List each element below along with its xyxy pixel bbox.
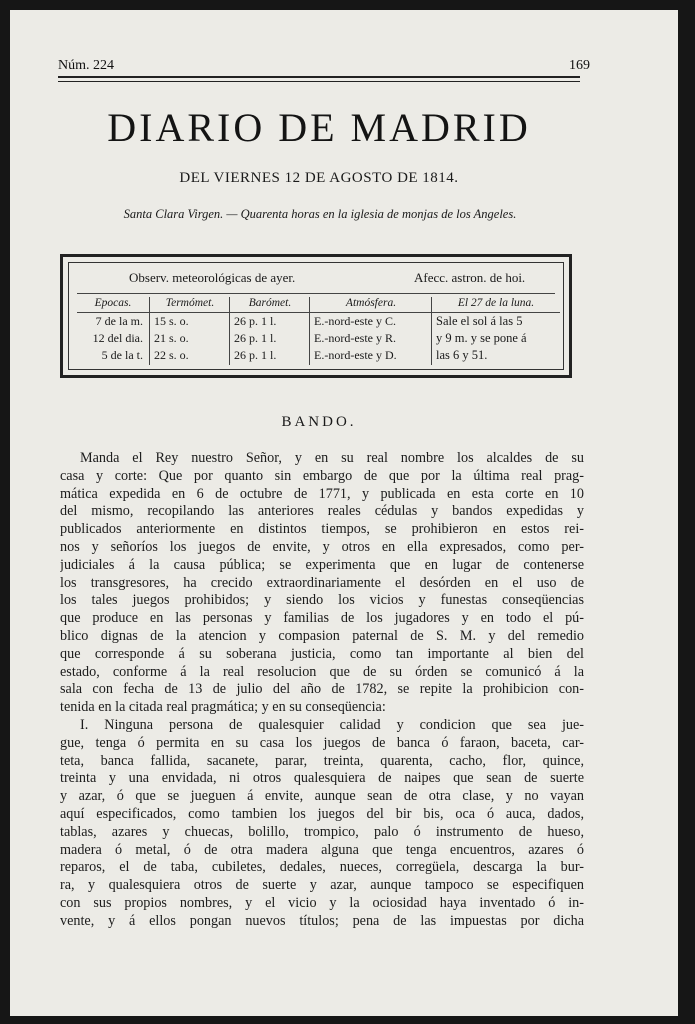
column-header: Epocas.	[77, 297, 149, 313]
article-line: los tales juegos prohibidos; y siendo los vicios y funestas conseqüencias	[60, 592, 584, 609]
table-cell: 5 de la t.	[101, 348, 143, 362]
article-line: gue, tenga ó permita en su casa los juegos de banca ó faraon, baceta, car-	[60, 734, 584, 751]
table-cell: 21 s. o.	[154, 331, 189, 345]
column-header: Termómet.	[150, 297, 230, 313]
article-line: Manda el Rey nuestro Señor, y en su real nombre los alcaldes de su	[80, 450, 584, 466]
table-cell: E.-nord-este y C.	[314, 314, 396, 328]
weather-table-inner	[68, 262, 564, 370]
article-line: y azar, ó que se jueguen á envite, aunque sean de otra clase, y no vayan	[60, 788, 584, 805]
article-line: tenida en la citada real pragmática; y en su conseqüencia:	[60, 699, 386, 716]
table-cell: 26 p. 1 l.	[234, 348, 277, 362]
article-line: treinta y una envidada, ni otros qualesquiera de naipes que sean de suerte	[60, 770, 584, 787]
luna-line: y 9 m. y se pone á	[436, 331, 527, 345]
table-cell: 12 del dia.	[92, 331, 143, 345]
article-line: tablas, azares y chuecas, bolillo, trompico, palo ó instrumento de hueso,	[60, 823, 584, 840]
article-line: madera ó metal, ó de otra madera alguna que tenga encuentros, azares ó	[60, 841, 584, 858]
luna-line: Sale el sol á las 5	[436, 314, 523, 328]
header-rule	[58, 76, 580, 78]
article-line: I. Ninguna persona de qualesquier calidad y condicion que sea jue-	[80, 716, 584, 733]
article-line: teta, banca fallida, sacanete, parar, treinta, quarenta, cacho, flor, quince,	[60, 752, 584, 769]
article-line: los transgresores, ha crecido extraordinariamente el desórden en el uso de	[60, 574, 584, 591]
header-line	[58, 58, 590, 74]
article-line: judiciales á la causa pública; se experimenta que en lugar de contenerse	[60, 556, 584, 573]
article-line: que corresponde á su soberana justicia, como tan importante al bien del	[60, 645, 584, 662]
masthead: DIARIO DE MADRID	[107, 105, 531, 150]
table-cell: E.-nord-este y D.	[314, 348, 397, 362]
table-cell: 15 s. o.	[154, 314, 189, 328]
article-line: que produce en las personas y familias de los jugadores y en todo el pú-	[60, 610, 584, 627]
column-termometro	[149, 297, 230, 365]
article-line: vente, y á ellos pongan nuevos títulos; pena de las impuestas por dicha	[60, 912, 584, 929]
article-body	[60, 450, 584, 931]
saints-of-the-day: Santa Clara Virgen. — Quarenta horas en la iglesia de monjas de los Angeles.	[123, 207, 517, 221]
luna-line: las 6 y 51.	[436, 348, 488, 362]
table-cell: 26 p. 1 l.	[234, 331, 277, 345]
weather-columns	[77, 297, 555, 365]
column-header: Barómet.	[230, 297, 310, 313]
article-line: nos y señoríos los juegos de envite, y otros en ella expresados, como per-	[60, 538, 584, 555]
dateline: DEL VIERNES 12 DE AGOSTO DE 1814.	[179, 170, 459, 186]
table-cell: 26 p. 1 l.	[234, 314, 277, 328]
column-epocas	[77, 297, 149, 365]
table-cell: 7 de la m.	[95, 314, 143, 328]
article-line: publicados anteriormente en distintos tiempos, se prohibieron en estos rei-	[60, 521, 584, 538]
article-line: estado, conforme á la real resolucion que de su órden se comunicó á la	[60, 663, 584, 680]
table-cell: 22 s. o.	[154, 348, 189, 362]
article-line: reparos, el de taba, cubiletes, dedales, nueces, corregüela, descarga la bur-	[60, 859, 584, 876]
article-line: blico dignas de la atencion y compasion paternal de S. M. y del remedio	[60, 627, 584, 644]
header-rule-thin	[58, 81, 580, 82]
article-line: mática expedida en 6 de octubre de 1771, y publicada en esta corte en 10	[60, 485, 584, 502]
article-title: BANDO.	[281, 414, 357, 430]
column-luna	[431, 297, 560, 365]
newspaper-page	[10, 10, 678, 1016]
issue-number: Núm. 224	[58, 58, 114, 73]
column-barometro	[229, 297, 310, 365]
article-line: aquí especificados, como tambien los juegos del bir bis, oca ó auca, dados,	[60, 805, 584, 822]
column-header: El 27 de la luna.	[432, 297, 560, 313]
article-line: casa y corte: Que por quanto sin embargo de que por la última real prag-	[60, 467, 584, 484]
article-line: del mismo, recopilando las anteriores reales cédulas y bandos expedidas y	[60, 503, 584, 520]
table-cell: E.-nord-este y R.	[314, 331, 396, 345]
article-line: con sus propios nombres, y el vicio y la ociosidad haya inventado ó in-	[60, 894, 584, 911]
weather-rule	[77, 293, 555, 294]
column-atmosfera	[309, 297, 432, 365]
weather-title: Observ. meteorológicas de ayer.	[129, 270, 296, 285]
article-line: sala con fecha de 13 de julio del año de 1782, se repite la prohibicion con-	[60, 681, 584, 698]
column-header: Atmósfera.	[310, 297, 432, 313]
weather-table	[60, 254, 572, 378]
article-line: ra, y qualesquiera otros de suerte y azar, aunque tampoco se especifiquen	[60, 877, 584, 894]
page-number: 169	[569, 58, 590, 73]
astronomy-title: Afecc. astron. de hoi.	[414, 270, 526, 285]
